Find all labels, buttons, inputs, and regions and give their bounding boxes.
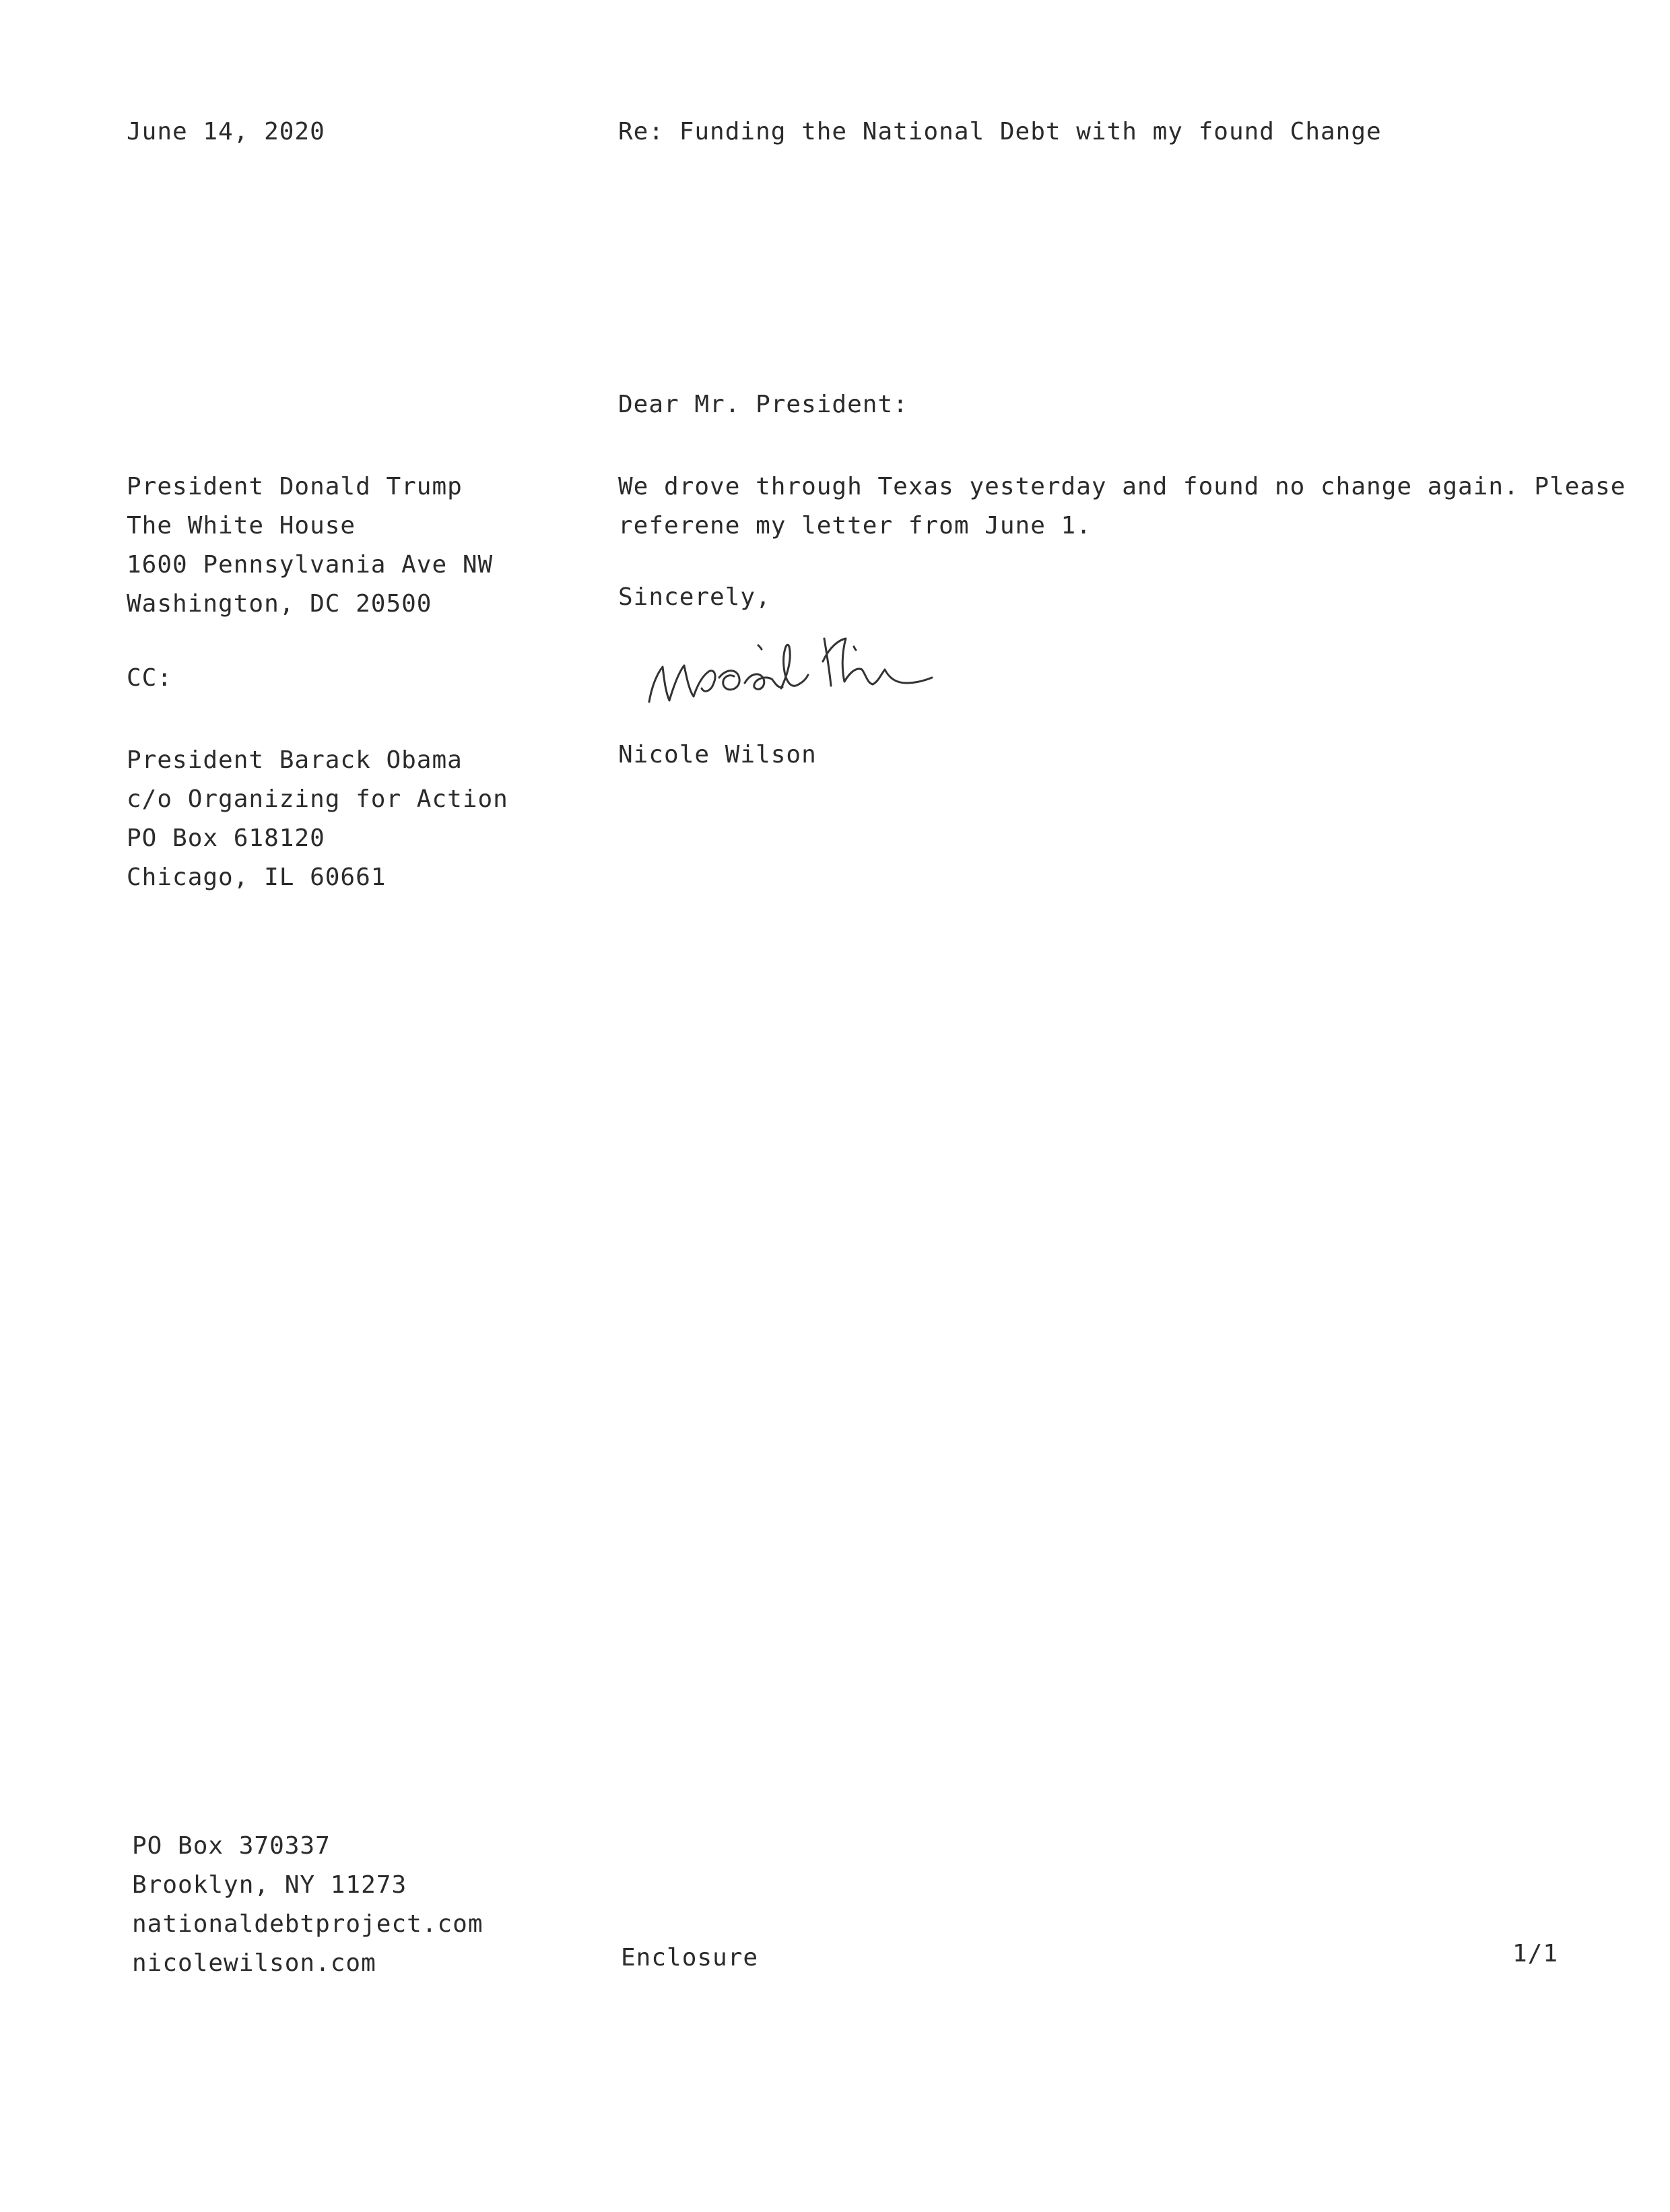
closing: Sincerely, [618,583,771,611]
letter-date: June 14, 2020 [127,118,325,145]
recipient-address [127,467,493,624]
sender-website[interactable]: nationaldebtproject.com [132,1910,483,1938]
salutation: Dear Mr. President: [618,391,908,418]
recipient-line: President Donald Trump [127,473,463,500]
cc-line: Chicago, IL 60661 [127,864,387,891]
enclosure-note: Enclosure [621,1944,759,1972]
body-line: We drove through Texas yesterday and found no change again. Please [618,473,1626,500]
cc-label: CC: [127,664,173,692]
sender-line: PO Box 370337 [132,1832,331,1860]
cc-line: PO Box 618120 [127,824,325,852]
recipient-line: 1600 Pennsylvania Ave NW [127,551,494,579]
cc-recipient-address [127,741,508,897]
sender-website[interactable]: nicolewilson.com [132,1949,376,1977]
subject-line: Re: Funding the National Debt with my found Change [618,118,1382,145]
signer-name: Nicole Wilson [618,741,817,769]
cc-line: President Barack Obama [127,746,463,774]
sender-address [132,1827,483,1983]
recipient-line: Washington, DC 20500 [127,590,432,618]
page-number: 1/1 [1512,1940,1559,1967]
sender-line: Brooklyn, NY 11273 [132,1871,407,1899]
recipient-line: The White House [127,512,356,540]
handwritten-signature [640,626,936,714]
body-line: referene my letter from June 1. [618,512,1092,540]
cc-line: c/o Organizing for Action [127,785,508,813]
letter-body [618,467,1626,546]
